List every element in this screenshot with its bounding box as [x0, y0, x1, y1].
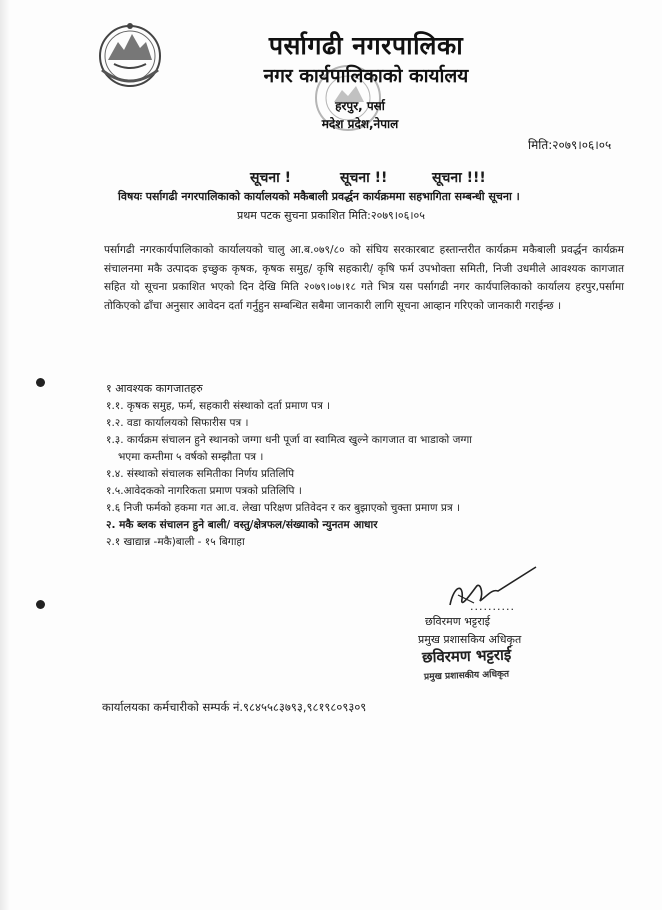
notice-label-2: सूचना !! — [340, 170, 388, 186]
address-line-2: मदेश प्रदेश,नेपाल — [321, 117, 399, 131]
list-item: १.५.आवेदकको नागरिकता प्रमाण पत्रको प्रतिलिपि । — [106, 485, 302, 497]
signatory-title: प्रमुख प्रशासकिय अधिकृत — [418, 633, 522, 646]
signature-line: .......... — [470, 600, 515, 613]
list-item: भएमा कम्तीमा ५ वर्षको सम्झौता पत्र । — [118, 451, 264, 463]
org-name: पर्सागढी नगरपालिका — [268, 31, 464, 60]
punch-hole — [36, 600, 45, 609]
contact-numbers: कार्यालयका कर्मचारीको सम्पर्क नं.९८४५५८३७९३,९८१९८०९३०९ — [102, 700, 367, 714]
address-line-1: हरपुर, पर्सा — [335, 99, 385, 113]
list-item: १.३. कार्यक्रम संचालन हुने स्थानको जग्गा धनी पूर्जा वा स्वामित्व खुल्ने कागजात वा भाडाको जग्गा — [106, 434, 472, 446]
list-item: १.२. वडा कार्यालयको सिफारीस पत्र । — [106, 417, 249, 429]
punch-hole — [36, 378, 45, 387]
stamp-title: प्रमुख प्रशासकीय अधिकृत — [423, 669, 510, 683]
list-item: १.१. कृषक समुह, फर्म, सहकारी संस्थाको दर्ता प्रमाण पत्र । — [106, 400, 331, 412]
required-documents-list — [106, 398, 626, 551]
nepal-emblem-icon — [92, 20, 168, 90]
body-paragraph: पर्सागढी नगरकार्यपालिकाको कार्यालयको चालु आ.ब.०७९/८० को संघिय सरकारबाट हस्तान्तरीत कार्यक्रम मकैबाली प्रवर्द्धन कार्यक्रम संचालनमा मकै उत्पादक इच्छुक कृषक, कृषक समुह/ कृषि सहकारी/ कृषि फर्म उपभोक्ता समिती, निजी उधमीले आवश्यक कागजात सहित यो सूचना प्रकाशित भएको दिन देखि मिति २०७९।०७।१८ गते भित्र यस पर्सागढी नगर कार्यपालिकाको कार्यालय हरपुर,पर्सामा तोकिएको ढाँचा अनुसार आवेदन दर्ता गर्नुहुन सम्बन्धित सबैमा जानकारी लागि सूचना आव्हान गरिएको जानकारी गराईन्छ । — [104, 244, 624, 312]
signatory-name: छविरमण भट्टराई — [425, 615, 491, 628]
issue-date: मिति:२०७९।०६।०५ — [528, 138, 612, 152]
required-documents-heading: १ आवश्यक कागजातहरु — [106, 382, 203, 395]
office-name: नगर कार्यपालिकाको कार्यालय — [263, 65, 469, 87]
first-published-date: प्रथम पटक सुचना प्रकाशित मिति:२०७९।०६।०५ — [237, 209, 425, 222]
list-item: १.६ निजी फर्मको हकमा गत आ.व. लेखा परिक्षण प्रतिवेदन र कर बुझाएको चुक्ता प्रमाण प्रत्र । — [106, 502, 460, 514]
scan-margin-shadow — [0, 0, 10, 910]
notice-label-1: सूचना ! — [250, 170, 292, 186]
list-item: २. मकै ब्लक संचालन हुने बाली/ वस्तु/क्षेत्रफल/संख्याको न्युनतम आधार — [106, 519, 378, 531]
list-item: २.१ खाद्यान्न -मकै)बाली - १५ बिगाहा — [106, 536, 245, 548]
list-item: १.४. संस्थाको संचालक समितीका निर्णय प्रतिलिपि — [106, 468, 295, 480]
subject-line: विषयः पर्सागढी नगरपालिकाको कार्यालयको मकैबाली प्रवर्द्धन कार्यक्रममा सहभागिता सम्बन्धी सूचना । — [118, 190, 520, 203]
notice-label-3: सूचना !!! — [432, 170, 486, 186]
stamp-name: छविरमण भट्टराई — [421, 645, 512, 667]
